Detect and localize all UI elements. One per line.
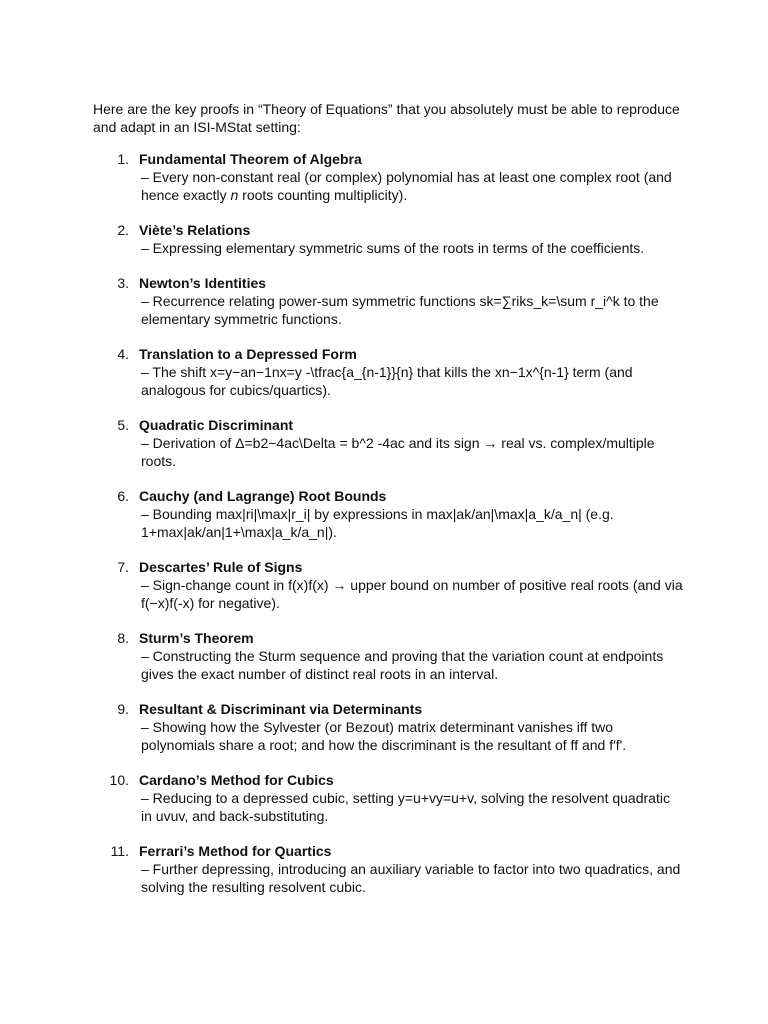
document-page	[93, 100, 683, 913]
item-description: – Reducing to a depressed cubic, setting y=u+vy=u+v, solving the resolvent quadratic in uvuv, and back-substituting.	[141, 790, 670, 824]
item-description-italic: n	[230, 187, 239, 203]
list-item	[93, 416, 683, 470]
item-description: – Expressing elementary symmetric sums of the roots in terms of the coefficients.	[141, 240, 645, 256]
item-title: Ferrari’s Method for Quartics	[139, 843, 332, 859]
item-number: 6.	[117, 488, 129, 504]
list-item	[93, 771, 683, 825]
item-number: 5.	[117, 417, 129, 433]
item-title: Fundamental Theorem of Algebra	[139, 151, 362, 167]
item-title: Sturm’s Theorem	[139, 630, 254, 646]
item-description: – Constructing the Sturm sequence and proving that the variation count at endpoints gives the exact number of distinct real roots in an interval.	[141, 648, 664, 682]
item-title: Quadratic Discriminant	[139, 417, 294, 433]
proof-list	[93, 150, 683, 896]
item-number: 2.	[117, 222, 129, 238]
list-item	[93, 487, 683, 541]
list-item	[93, 700, 683, 754]
intro-paragraph: Here are the key proofs in “Theory of Equations” that you absolutely must be able to reproduce and adapt in an ISI-MStat setting:	[93, 101, 680, 135]
item-description: – The shift x=y−an−1nx=y -\tfrac{a_{n-1}}{n} that kills the xn−1x^{n-1} term (and analogous for cubics/quartics).	[141, 364, 633, 398]
item-number: 10.	[109, 772, 129, 788]
item-title: Viète’s Relations	[139, 222, 251, 238]
item-number: 7.	[117, 559, 129, 575]
item-description: – Further depressing, introducing an auxiliary variable to factor into two quadratics, and solving the resulting resolvent cubic.	[141, 861, 681, 895]
list-item	[93, 150, 683, 204]
item-number: 9.	[117, 701, 129, 717]
item-title: Newton’s Identities	[139, 275, 267, 291]
list-item	[93, 629, 683, 683]
item-title: Translation to a Depressed Form	[139, 346, 357, 362]
item-number: 4.	[117, 346, 129, 362]
item-description: – Derivation of Δ=b2−4ac\Delta = b^2 -4ac and its sign → real vs. complex/multiple roots.	[141, 435, 655, 469]
list-item	[93, 221, 683, 257]
list-item	[93, 842, 683, 896]
item-description: – Showing how the Sylvester (or Bezout) matrix determinant vanishes iff two polynomials share a root; and how the discriminant is the resultant of ff and f′f'.	[141, 719, 627, 753]
item-description: – Recurrence relating power‑sum symmetric functions sk=∑riks_k=\sum r_i^k to the elementary symmetric functions.	[141, 293, 659, 327]
item-description: – Sign-change count in f(x)f(x) → upper bound on number of positive real roots (and via f(−x)f(-x) for negative).	[141, 577, 683, 611]
item-number: 8.	[117, 630, 129, 646]
list-item	[93, 558, 683, 612]
item-description	[139, 168, 683, 204]
item-title: Descartes’ Rule of Signs	[139, 559, 303, 575]
list-item	[93, 345, 683, 399]
item-number: 1.	[117, 151, 129, 167]
item-number: 3.	[117, 275, 129, 291]
item-description-part: – Every non-constant real (or complex) polynomial has at least one complex root (and hence exactly	[141, 169, 672, 203]
item-title: Cardano’s Method for Cubics	[139, 772, 334, 788]
list-item	[93, 274, 683, 328]
item-description: – Bounding max|ri|\max|r_i| by expressions in max|ak/an|\max|a_k/a_n| (e.g. 1+max|ak/an|1+\max|a_k/a_n|).	[141, 506, 614, 540]
item-description-part: roots counting multiplicity).	[238, 187, 408, 203]
item-title: Resultant & Discriminant via Determinants	[139, 701, 423, 717]
item-number: 11.	[110, 843, 129, 859]
item-title: Cauchy (and Lagrange) Root Bounds	[139, 488, 387, 504]
